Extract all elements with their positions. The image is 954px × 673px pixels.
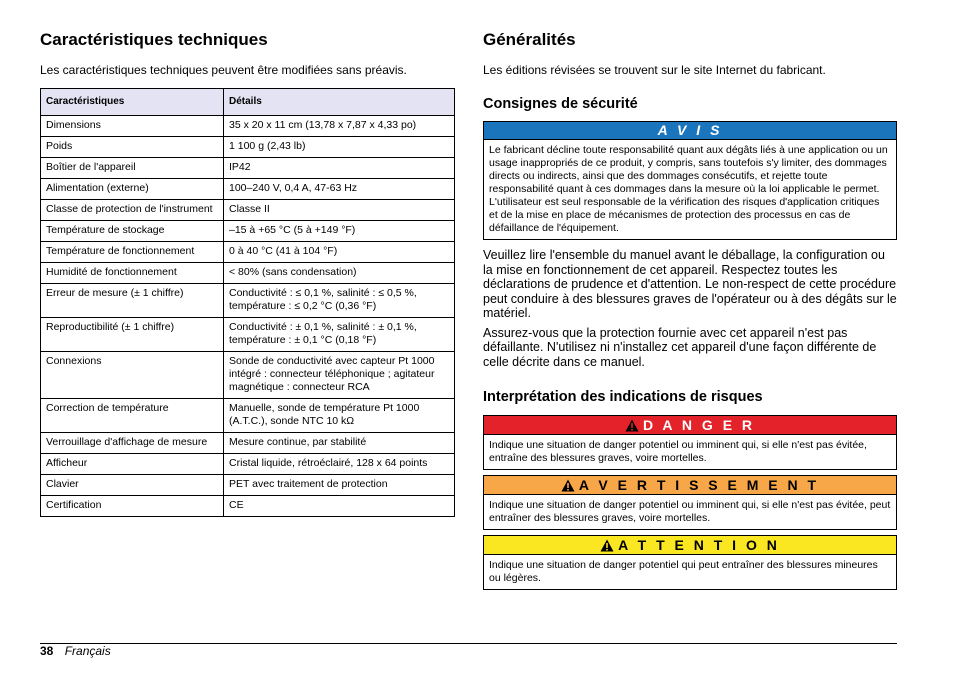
spec-name-cell: Température de stockage	[41, 221, 224, 242]
warning-header	[484, 476, 896, 495]
spec-value-cell: Conductivité : ≤ 0,1 %, salinité : ≤ 0,5 %, température : ≤ 0,2 °C (0,36 °F)	[224, 284, 455, 318]
safety-paragraph-1: Veuillez lire l'ensemble du manuel avant le déballage, la configuration ou la mise en fonctionnement de cet appareil. Respectez toutes les déclarations de prudence et d'attention. Le non-respect de cette procédure peut conduire à des blessures graves de l'opérateur ou à des dégâts sur le matériel.	[483, 248, 897, 320]
spec-value-cell: IP42	[224, 158, 455, 179]
spec-name-cell: Connexions	[41, 352, 224, 399]
spec-value-cell: Mesure continue, par stabilité	[224, 433, 455, 454]
spec-name-cell: Température de fonctionnement	[41, 242, 224, 263]
table-row	[41, 116, 455, 137]
column-header: Caractéristiques	[41, 89, 224, 116]
safety-heading: Consignes de sécurité	[483, 96, 638, 112]
spec-value-cell: 100–240 V, 0,4 A, 47-63 Hz	[224, 179, 455, 200]
spec-value-cell: 35 x 20 x 11 cm (13,78 x 7,87 x 4,33 po)	[224, 116, 455, 137]
table-row	[41, 318, 455, 352]
column-header: Détails	[224, 89, 455, 116]
table-row	[41, 200, 455, 221]
notice-text: Le fabricant décline toute responsabilité quant aux dégâts liés à une application ou un usage inappropriés de ce produit, y compris, sans toutefois s'y limiter, des dommages directs ou indirects, ainsi que des dommages consécutifs, et rejette toute responsabilité quant à ces dommages dans la mesure où la loi applicable le permet. L'utilisateur est seul responsable de la vérification des risques d'application critiques et de la mise en place de mécanismes de protection des processus en cas de défaillance de l'équipement.	[489, 144, 888, 234]
spec-name-cell: Afficheur	[41, 454, 224, 475]
spec-name-cell: Humidité de fonctionnement	[41, 263, 224, 284]
spec-value-cell: 1 100 g (2,43 lb)	[224, 137, 455, 158]
spec-name-cell: Correction de température	[41, 399, 224, 433]
spec-value-cell: PET avec traitement de protection	[224, 475, 455, 496]
spec-value-cell: Classe II	[224, 200, 455, 221]
spec-name-cell: Reproductibilité (± 1 chiffre)	[41, 318, 224, 352]
warning-triangle-icon	[561, 479, 575, 492]
table-row	[41, 221, 455, 242]
table-row	[41, 454, 455, 475]
warning-label: A V E R T I S S E M E N T	[578, 477, 820, 493]
table-row	[41, 242, 455, 263]
spec-value-cell: CE	[224, 496, 455, 517]
left-column	[40, 30, 455, 517]
general-intro: Les éditions révisées se trouvent sur le site Internet du fabricant.	[483, 63, 826, 77]
attention-label: A T T E N T I O N	[618, 537, 780, 553]
table-row	[41, 284, 455, 318]
table-header-row	[41, 89, 455, 116]
attention-header	[484, 536, 896, 555]
warning-box	[483, 475, 897, 530]
warning-triangle-icon	[600, 539, 614, 552]
spec-value-cell: 0 à 40 °C (41 à 104 °F)	[224, 242, 455, 263]
warning-triangle-icon	[625, 419, 639, 432]
table-row	[41, 352, 455, 399]
spec-value-cell: Sonde de conductivité avec capteur Pt 1000 intégré : connecteur téléphonique ; agitateur magnétique : connecteur RCA	[224, 352, 455, 399]
right-column	[483, 30, 897, 590]
attention-box	[483, 535, 897, 590]
general-title: Généralités	[483, 30, 576, 49]
spec-value-cell: < 80% (sans condensation)	[224, 263, 455, 284]
table-row	[41, 263, 455, 284]
spec-name-cell: Classe de protection de l'instrument	[41, 200, 224, 221]
specs-intro: Les caractéristiques techniques peuvent être modifiées sans préavis.	[40, 63, 407, 77]
table-row	[41, 158, 455, 179]
footer-language: Français	[64, 644, 111, 658]
specifications-table	[40, 88, 455, 517]
hazard-heading: Interprétation des indications de risques	[483, 389, 763, 405]
warning-text: Indique une situation de danger potentiel ou imminent qui, si elle n'est pas évitée, peut entraîner des blessures graves, voire mortelles.	[489, 499, 891, 524]
spec-name-cell: Boîtier de l'appareil	[41, 158, 224, 179]
spec-value-cell: Conductivité : ± 0,1 %, salinité : ± 0,1 %, température : ± 0,1 °C (0,18 °F)	[224, 318, 455, 352]
table-body	[41, 116, 455, 517]
notice-label: A V I S	[484, 122, 896, 140]
danger-box	[483, 415, 897, 470]
table-row	[41, 137, 455, 158]
page-number: 38	[40, 644, 54, 658]
page-footer	[40, 644, 111, 658]
spec-name-cell: Erreur de mesure (± 1 chiffre)	[41, 284, 224, 318]
danger-header	[484, 416, 896, 435]
page-title: Caractéristiques techniques	[40, 30, 268, 49]
spec-name-cell: Verrouillage d'affichage de mesure	[41, 433, 224, 454]
notice-box	[483, 121, 897, 240]
safety-paragraph-2: Assurez-vous que la protection fournie avec cet appareil n'est pas défaillante. N'utilisez ni n'installez cet appareil d'une façon différente de celle décrite dans ce manuel.	[483, 325, 877, 369]
spec-name-cell: Poids	[41, 137, 224, 158]
spec-value-cell: Manuelle, sonde de température Pt 1000 (A.T.C.), sonde NTC 10 kΩ	[224, 399, 455, 433]
danger-text: Indique une situation de danger potentiel ou imminent qui, si elle n'est pas évitée, entraîne des blessures graves, voire mortelles.	[489, 439, 867, 464]
spec-value-cell: –15 à +65 °C (5 à +149 °F)	[224, 221, 455, 242]
danger-label: D A N G E R	[642, 417, 756, 433]
spec-name-cell: Alimentation (externe)	[41, 179, 224, 200]
footer-divider	[40, 643, 897, 644]
table-row	[41, 179, 455, 200]
table-row	[41, 399, 455, 433]
spec-name-cell: Certification	[41, 496, 224, 517]
table-row	[41, 433, 455, 454]
table-row	[41, 496, 455, 517]
spec-name-cell: Clavier	[41, 475, 224, 496]
attention-text: Indique une situation de danger potentiel qui peut entraîner des blessures mineures ou légères.	[489, 559, 878, 584]
spec-name-cell: Dimensions	[41, 116, 224, 137]
spec-value-cell: Cristal liquide, rétroéclairé, 128 x 64 points	[224, 454, 455, 475]
table-row	[41, 475, 455, 496]
